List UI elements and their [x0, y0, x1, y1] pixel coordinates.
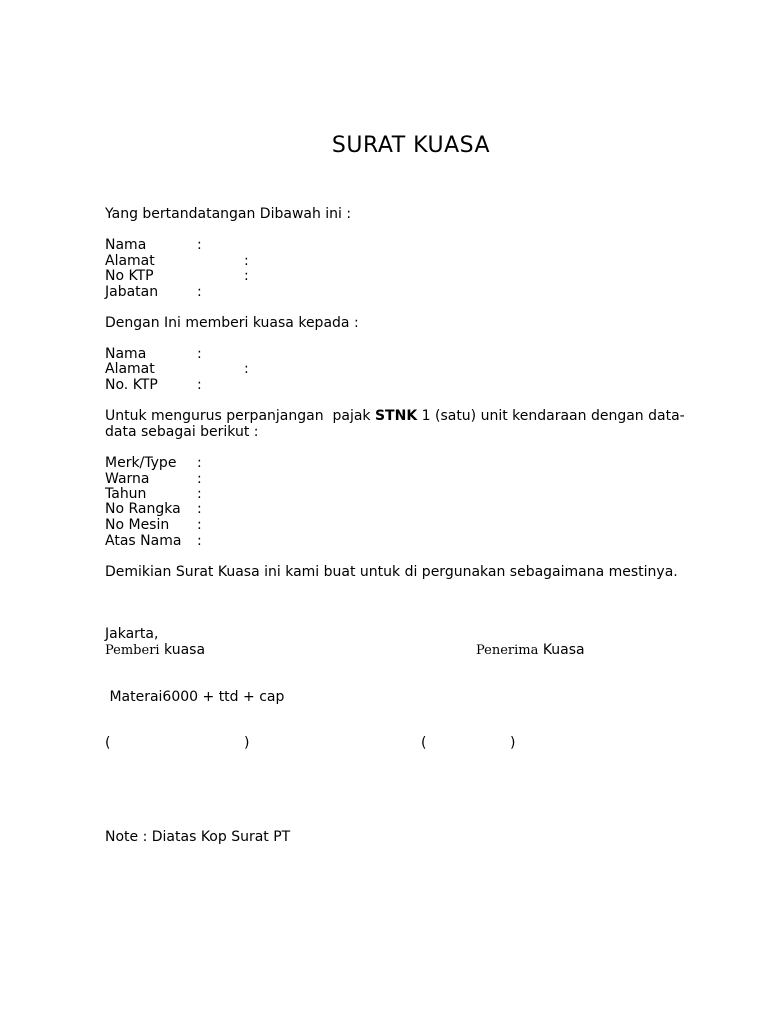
- place-line: Jakarta,: [105, 626, 159, 642]
- sign-right-close: ): [510, 735, 516, 751]
- grantee-colon-name: :: [197, 346, 202, 362]
- grantee-signature-label: [476, 642, 585, 659]
- grantor-colon-position: :: [197, 284, 202, 300]
- vehicle-field-engine: No Mesin: [105, 517, 170, 533]
- vehicle-field-owner: Atas Nama: [105, 533, 182, 549]
- grantor-label-b: kuasa: [159, 642, 206, 658]
- footer-note: Note : Diatas Kop Surat PT: [105, 829, 291, 845]
- vehicle-field-brand: Merk/Type: [105, 455, 177, 471]
- grant-line: Dengan Ini memberi kuasa kepada :: [105, 315, 359, 331]
- grantor-signature-label: [105, 642, 205, 659]
- grantor-colon-name: :: [197, 237, 202, 253]
- sign-left-close: ): [244, 735, 250, 751]
- grantor-field-ktp: No KTP: [105, 268, 154, 284]
- purpose-line-2: data sebagai berikut :: [105, 424, 259, 440]
- grantee-label-a: Penerima: [476, 643, 539, 658]
- sign-left-open: (: [105, 735, 111, 751]
- vehicle-colon-color: :: [197, 471, 202, 487]
- vehicle-colon-engine: :: [197, 517, 202, 533]
- grantor-field-name: Nama: [105, 237, 147, 253]
- grantee-colon-ktp: :: [197, 377, 202, 393]
- vehicle-colon-year: :: [197, 486, 202, 502]
- grantor-colon-address: :: [244, 253, 249, 269]
- purpose-line-1: [105, 408, 685, 424]
- grantor-label-a: Pemberi: [105, 643, 160, 658]
- document-title: SURAT KUASA: [331, 133, 491, 158]
- grantor-field-address: Alamat: [105, 253, 155, 269]
- grantee-field-ktp: No. KTP: [105, 377, 158, 393]
- grantor-field-position: Jabatan: [105, 284, 159, 300]
- grantee-colon-address: :: [244, 361, 249, 377]
- purpose-text-after: 1 (satu) unit kendaraan dengan data-: [417, 408, 685, 424]
- vehicle-field-chassis: No Rangka: [105, 501, 181, 517]
- sign-right-open: (: [421, 735, 427, 751]
- vehicle-field-year: Tahun: [105, 486, 147, 502]
- vehicle-field-color: Warna: [105, 471, 150, 487]
- purpose-text-bold: STNK: [374, 408, 418, 424]
- vehicle-colon-brand: :: [197, 455, 202, 471]
- closing-line: Demikian Surat Kuasa ini kami buat untuk di pergunakan sebagaimana mestinya.: [105, 564, 678, 580]
- grantee-field-name: Nama: [105, 346, 147, 362]
- vehicle-colon-chassis: :: [197, 501, 202, 517]
- purpose-text-before: Untuk mengurus perpanjangan pajak: [105, 408, 375, 424]
- grantor-colon-ktp: :: [244, 268, 249, 284]
- intro-line: Yang bertandatangan Dibawah ini :: [105, 206, 352, 222]
- grantee-field-address: Alamat: [105, 361, 155, 377]
- stamp-note: Materai6000 + ttd + cap: [105, 689, 285, 705]
- grantee-label-b: Kuasa: [538, 642, 585, 658]
- vehicle-colon-owner: :: [197, 533, 202, 549]
